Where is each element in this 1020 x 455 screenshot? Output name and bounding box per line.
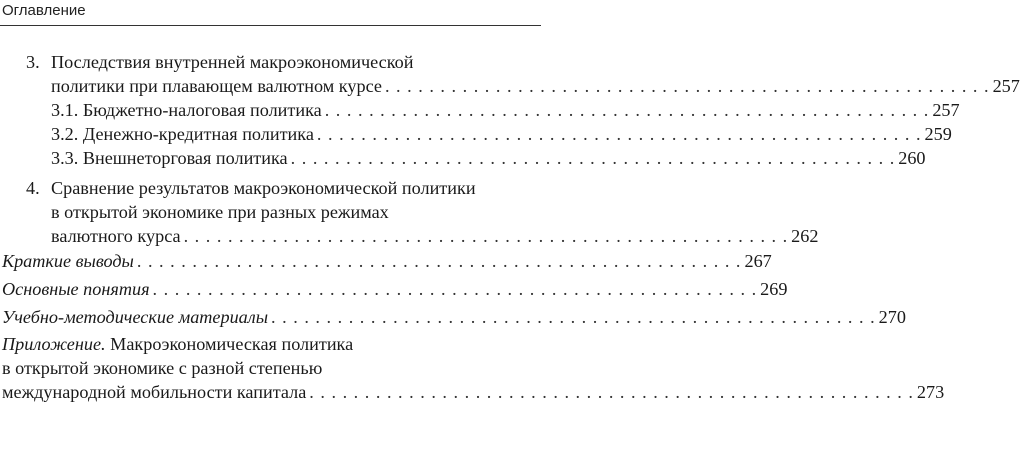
toc-section-materials xyxy=(2,305,906,329)
toc-section-summary-title: Краткие выводы xyxy=(2,251,134,271)
toc-item-3-3 xyxy=(51,146,926,170)
toc-section-materials-title: Учебно-методические материалы xyxy=(2,307,269,327)
toc-section-concepts-page: 269 xyxy=(760,279,788,299)
toc-appendix-line-1 xyxy=(2,332,537,356)
toc-item-3-line-2 xyxy=(51,74,1020,98)
toc-leader-dots: . . . . . . . . . . . . . . . . . . . . . . . . . . . . . . . . . . . . . . . . . . . . . . . . . . . . . . . xyxy=(316,124,922,144)
toc-leader-dots: . . . . . . . . . . . . . . . . . . . . . . . . . . . . . . . . . . . . . . . . . . . . . . . . . . . . . . . xyxy=(271,307,876,327)
toc-item-3-title-part-1: Последствия внутренней макроэкономической xyxy=(51,52,414,72)
toc-item-3-3-page: 260 xyxy=(898,148,926,168)
toc-leader-dots: . . . . . . . . . . . . . . . . . . . . . . . . . . . . . . . . . . . . . . . . . . . . . . . . . . . . . . . xyxy=(384,76,990,96)
toc-item-4-line-1 xyxy=(26,176,536,200)
toc-leader-dots: . . . . . . . . . . . . . . . . . . . . . . . . . . . . . . . . . . . . . . . . . . . . . . . . . . . . . . . xyxy=(136,251,742,271)
toc-section-summary xyxy=(2,249,772,273)
toc-item-3-line-1 xyxy=(26,50,506,74)
toc-appendix-line-2 xyxy=(2,356,537,380)
toc-section-summary-page: 267 xyxy=(744,251,772,271)
toc-appendix-title-part-2: в открытой экономике с разной степенью xyxy=(2,358,323,378)
toc-item-3-3-title: Внешнеторговая политика xyxy=(82,148,288,168)
toc-item-3-number: 3. xyxy=(26,52,40,72)
toc-item-4-line-3 xyxy=(51,224,819,248)
toc-item-3-1-page: 257 xyxy=(932,100,960,120)
header-rule xyxy=(0,25,541,26)
toc-item-3-page: 257 xyxy=(992,76,1020,96)
toc-item-4-number: 4. xyxy=(26,178,40,198)
toc-item-3-2 xyxy=(51,122,952,146)
toc-appendix-page: 273 xyxy=(916,382,945,402)
toc-item-3-2-number: 3.2. xyxy=(51,124,79,144)
toc-appendix-title-part-3: международной мобильности капитала xyxy=(2,382,307,402)
toc-leader-dots: . . . . . . . . . . . . . . . . . . . . . . . . . . . . . . . . . . . . . . . . . . . . . . . . . . . . . . . xyxy=(290,148,896,168)
toc-item-3-2-page: 259 xyxy=(924,124,952,144)
toc-item-3-3-number: 3.3. xyxy=(51,148,79,168)
toc-item-3-2-title: Денежно-кредитная политика xyxy=(82,124,314,144)
toc-item-4-title-part-1: Сравнение результатов макроэкономической политики xyxy=(51,178,476,198)
toc-section-concepts xyxy=(2,277,788,301)
toc-item-3-1 xyxy=(51,98,960,122)
toc-leader-dots: . . . . . . . . . . . . . . . . . . . . . . . . . . . . . . . . . . . . . . . . . . . . . . . . . . . . . . . xyxy=(309,382,914,402)
toc-item-4-page: 262 xyxy=(791,226,819,246)
toc-item-4-line-2 xyxy=(51,200,531,224)
toc-appendix-label: Приложение. xyxy=(2,334,106,354)
toc-item-4-title-part-3: валютного курса xyxy=(51,226,181,246)
toc-section-materials-page: 270 xyxy=(878,307,906,327)
toc-appendix-title-part-1: Макроэкономическая политика xyxy=(105,334,354,354)
toc-leader-dots: . . . . . . . . . . . . . . . . . . . . . . . . . . . . . . . . . . . . . . . . . . . . . . . . . . . . . . . xyxy=(324,100,930,120)
toc-section-concepts-title: Основные понятия xyxy=(2,279,150,299)
running-head: Оглавление xyxy=(2,2,86,19)
toc-item-3-title-part-2: политики при плавающем валютном курсе xyxy=(51,76,382,96)
toc-leader-dots: . . . . . . . . . . . . . . . . . . . . . . . . . . . . . . . . . . . . . . . . . . . . . . . . . . . . . . . xyxy=(183,226,789,246)
toc-item-4-title-part-2: в открытой экономике при разных режимах xyxy=(51,202,389,222)
toc-appendix-line-3 xyxy=(2,380,945,404)
toc-item-3-1-number: 3.1. xyxy=(51,100,79,120)
toc-leader-dots: . . . . . . . . . . . . . . . . . . . . . . . . . . . . . . . . . . . . . . . . . . . . . . . . . . . . . . . xyxy=(152,279,758,299)
toc-item-3-1-title: Бюджетно-налоговая политика xyxy=(82,100,322,120)
